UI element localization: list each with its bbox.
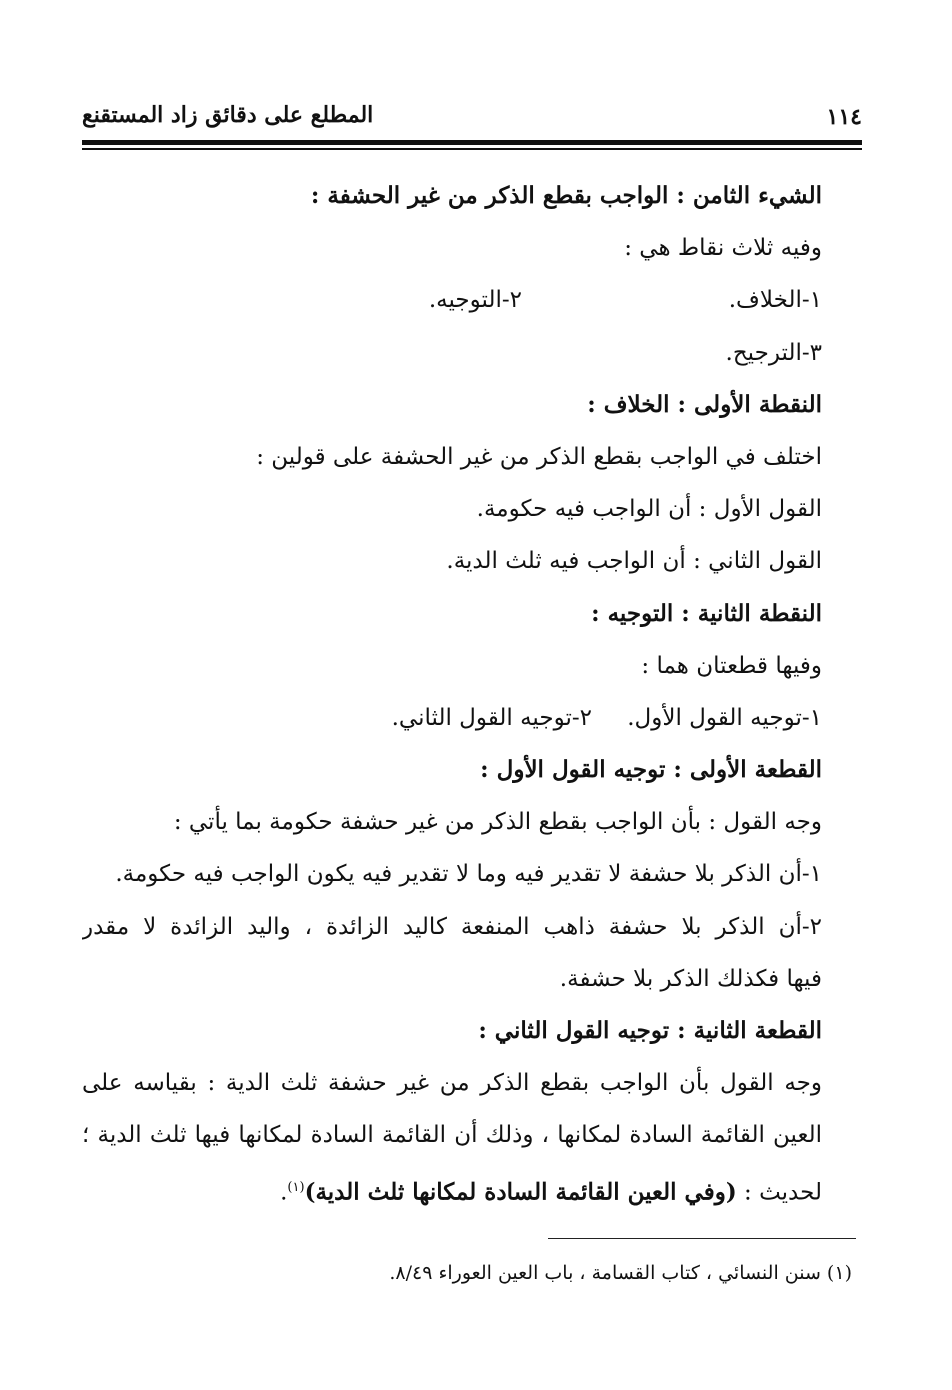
page-number: ١١٤ <box>826 104 862 130</box>
main-text <box>82 170 822 1214</box>
text-line: فيها فكذلك الذكر بلا حشفة. <box>559 965 822 992</box>
subheading: القطعة الأولى : توجيه القول الأول : <box>480 756 822 784</box>
footnote-rule <box>548 1238 856 1239</box>
subheading: النقطة الأولى : الخلاف : <box>587 390 822 418</box>
list-item: ٢-توجيه القول الثاني. <box>391 704 592 731</box>
list-row <box>82 692 822 744</box>
text-line: وفيها قطعتان هما : <box>641 652 822 679</box>
list-item: ١-الخلاف. <box>728 287 822 314</box>
footnote-marker: (١) <box>287 1179 305 1195</box>
text-line: ٢-أن الذكر بلا حشفة ذاهب المنفعة كاليد الزائدة ، واليد الزائدة لا مقدر <box>82 913 822 940</box>
hadith-quote: (وفي العين القائمة السادة لمكانها ثلث الدية) <box>304 1178 737 1206</box>
text-line: ١-أن الذكر بلا حشفة لا تقدير فيه وما لا تقدير فيه يكون الواجب فيه حكومة. <box>115 861 822 888</box>
section-heading: الشيء الثامن : الواجب بقطع الذكر من غير الحشفة : <box>310 182 822 209</box>
text-line: العين القائمة السادة لمكانها ، وذلك أن القائمة السادة لمكانها فيها ثلث الدية ؛ <box>82 1122 822 1149</box>
book-title: المطلع على دقائق زاد المستقنع <box>82 102 374 128</box>
running-header <box>82 96 862 136</box>
text-line: القول الثاني : أن الواجب فيه ثلث الدية. <box>446 548 822 575</box>
header-rule-thin <box>82 148 862 150</box>
text-line: وجه القول : بأن الواجب بقطع الذكر من غير حشفة حكومة بما يأتي : <box>173 809 822 836</box>
text-line: القول الأول : أن الواجب فيه حكومة. <box>476 496 822 523</box>
list-row <box>82 274 822 326</box>
header-rule-thick <box>82 140 862 145</box>
subheading: القطعة الثانية : توجيه القول الثاني : <box>478 1017 822 1044</box>
text-line: اختلف في الواجب بقطع الذكر من غير الحشفة على قولين : <box>256 443 822 470</box>
text-span: . <box>280 1179 288 1206</box>
list-item: ١-توجيه القول الأول. <box>627 704 822 731</box>
text-line: وجه القول بأن الواجب بقطع الذكر من غير حشفة ثلث الدية : بقياسه على <box>82 1070 822 1097</box>
text-line <box>82 1162 822 1214</box>
list-item: ٢-التوجيه. <box>428 287 522 314</box>
text-line: وفيه ثلاث نقاط هي : <box>624 235 822 262</box>
subheading: النقطة الثانية : التوجيه : <box>591 599 822 627</box>
footnote: (١) سنن النسائي ، كتاب القسامة ، باب العين العوراء ٨/٤٩. <box>389 1262 852 1284</box>
list-item: ٣-الترجيح. <box>725 339 822 366</box>
text-span: لحديث : <box>736 1179 822 1206</box>
